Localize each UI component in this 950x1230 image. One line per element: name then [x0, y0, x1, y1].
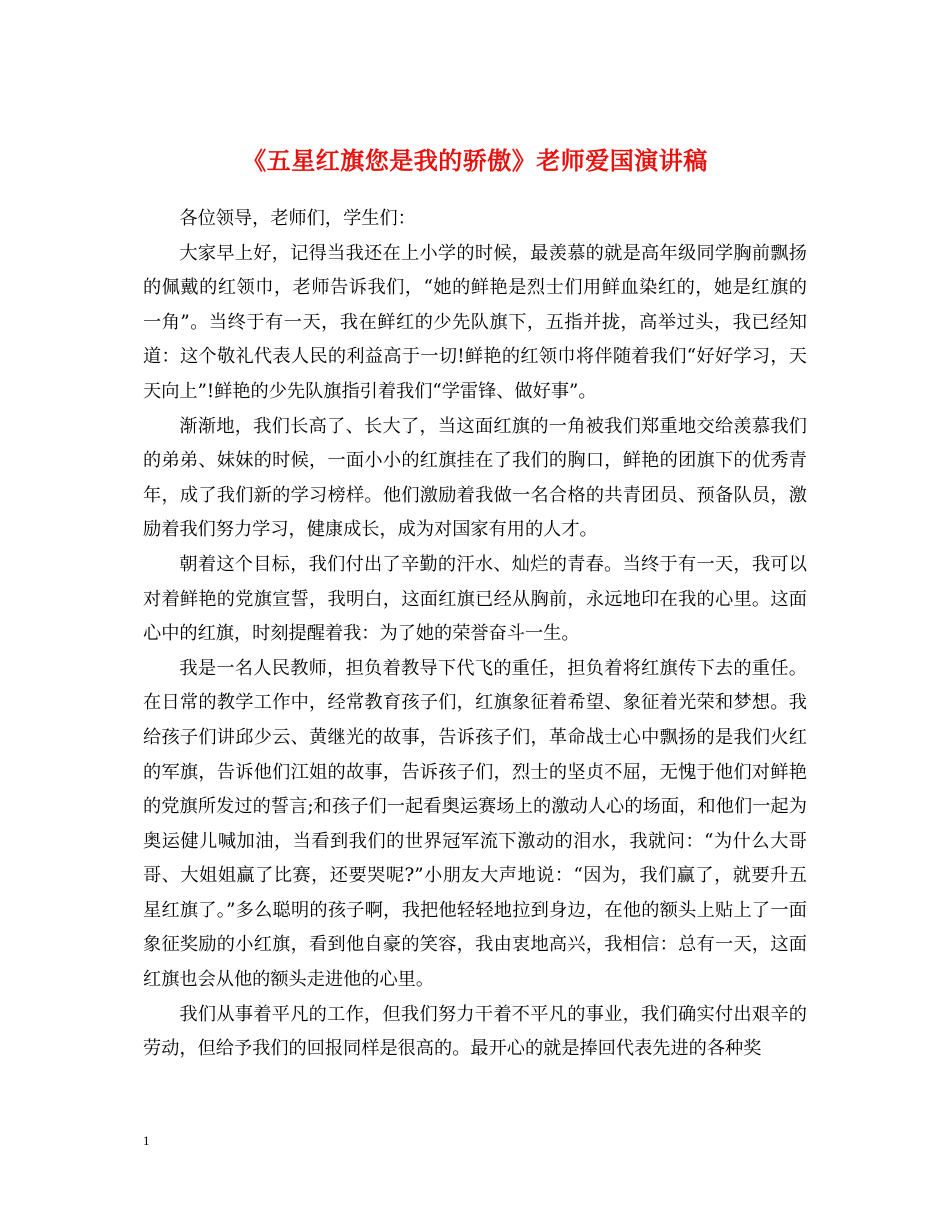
salutation-paragraph: 各位领导，老师们，学生们：	[179, 208, 416, 229]
body-paragraph: 渐渐地，我们长高了、长大了，当这面红旗的一角被我们郑重地交给羡慕我们的弟弟、妹妹的时候，一面小小的红旗挂在了我们的胸口，鲜艳的团旗下的优秀青年，成了我们新的学习榜样。他们激励着我做一名合格的共青团员、预备队员，激励着我们努力学习，健康成长，成为对国家有用的人才。	[143, 415, 807, 541]
body-paragraph: 我们从事着平凡的工作，但我们努力干着不平凡的事业，我们确实付出艰辛的劳动，但给予我们的回报同样是很高的。最开心的就是捧回代表先进的各种奖	[143, 1003, 807, 1060]
page-number: 1	[143, 1133, 150, 1148]
body-paragraph: 我是一名人民教师，担负着教导下代飞的重任，担负着将红旗传下去的重任。在日常的教学工作中，经常教育孩子们，红旗象征着希望、象征着光荣和梦想。我给孩子们讲邱少云、黄继光的故事，告诉孩子们，革命战士心中飘扬的是我们火红的军旗，告诉他们江姐的故事，告诉孩子们，烈士的坚贞不屈，无愧于他们对鲜艳的党旗所发过的誓言;和孩子们一起看奥运赛场上的激动人心的场面，和他们一起为奥运健儿喊加油，当看到我们的世界冠军流下激动的泪水，我就问：“为什么大哥哥、大姐姐赢了比赛，还要哭呢?”小朋友大声地说：“因为，我们赢了，就要升五星红旗了。”多么聪明的孩子啊，我把他轻轻地拉到身边，在他的额头上贴上了一面象征奖励的小红旗，看到他自豪的笑容，我由衷地高兴，我相信：总有一天，这面红旗也会从他的额头走进他的心里。	[143, 657, 807, 991]
document-body	[143, 202, 807, 1067]
body-paragraph: 大家早上好，记得当我还在上小学的时候，最羡慕的就是高年级同学胸前飘扬的佩戴的红领巾，老师告诉我们，“她的鲜艳是烈士们用鲜血染红的，她是红旗的一角”。当终于有一天，我在鲜红的少先队旗下，五指并拢，高举过头，我已经知道：这个敬礼代表人民的利益高于一切!鲜艳的红领巾将伴随着我们“好好学习，天天向上”!鲜艳的少先队旗指引着我们“学雷锋、做好事”。	[143, 242, 807, 402]
document-title: 《五星红旗您是我的骄傲》老师爱国演讲稿	[242, 146, 708, 176]
body-paragraph: 朝着这个目标，我们付出了辛勤的汗水、灿烂的青春。当终于有一天，我可以对着鲜艳的党旗宣誓，我明白，这面红旗已经从胸前，永远地印在我的心里。这面心中的红旗，时刻提醒着我：为了她的荣誉奋斗一生。	[143, 553, 807, 645]
